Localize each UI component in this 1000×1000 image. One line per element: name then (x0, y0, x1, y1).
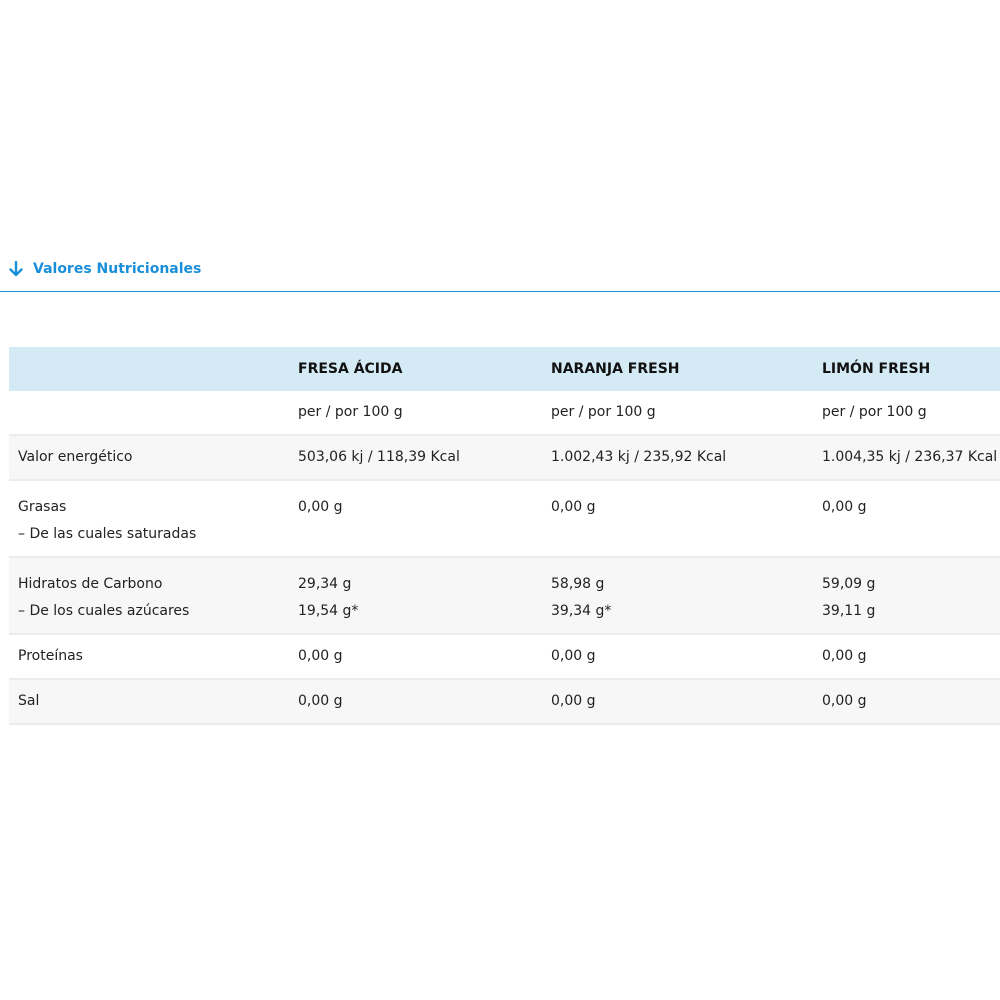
table-cell: 1.004,35 kj / 236,37 Kcal (822, 449, 998, 465)
table-cell: 1.002,43 kj / 235,92 Kcal (551, 449, 727, 465)
row-label: Valor energético (18, 449, 133, 465)
row-label: Hidratos de Carbono – De los cuales azúcares (18, 576, 190, 619)
nutrition-table (9, 347, 1000, 725)
row-label: Proteínas (18, 648, 83, 664)
table-header-row (9, 347, 1000, 391)
table-cell: 0,00 g (298, 693, 343, 709)
table-cell: 0,00 g (822, 499, 867, 515)
table-row (9, 557, 1000, 634)
table-cell: 59,09 g 39,11 g (822, 576, 876, 619)
section-divider (0, 291, 1000, 292)
header-cell-fresa-acida: FRESA ÁCIDA (298, 361, 403, 377)
row-label: Grasas – De las cuales saturadas (18, 499, 197, 542)
arrow-down-icon (8, 261, 24, 277)
table-cell: 0,00 g (822, 693, 867, 709)
table-cell: 0,00 g (298, 499, 343, 515)
table-cell: 0,00 g (822, 648, 867, 664)
row-label (9, 391, 289, 435)
table-cell: 29,34 g 19,54 g* (298, 576, 359, 619)
section-title: Valores Nutricionales (33, 261, 202, 277)
table-row (9, 480, 1000, 557)
table-cell: per / por 100 g (551, 404, 656, 420)
table-cell: per / por 100 g (822, 404, 927, 420)
table-cell: 0,00 g (551, 499, 596, 515)
table-row (9, 391, 1000, 435)
header-cell-naranja-fresh: NARANJA FRESH (551, 361, 680, 377)
table-cell: per / por 100 g (298, 404, 403, 420)
table-cell: 58,98 g 39,34 g* (551, 576, 612, 619)
table-row (9, 679, 1000, 724)
table-cell: 0,00 g (298, 648, 343, 664)
table-cell: 0,00 g (551, 648, 596, 664)
table-cell: 503,06 kj / 118,39 Kcal (298, 449, 460, 465)
header-cell-empty (9, 347, 289, 391)
table-row (9, 634, 1000, 679)
table-cell: 0,00 g (551, 693, 596, 709)
header-cell-limon-fresh: LIMÓN FRESH (822, 361, 931, 377)
table-row (9, 435, 1000, 480)
row-label: Sal (18, 693, 40, 709)
valores-nutricionales-toggle[interactable] (8, 258, 201, 280)
